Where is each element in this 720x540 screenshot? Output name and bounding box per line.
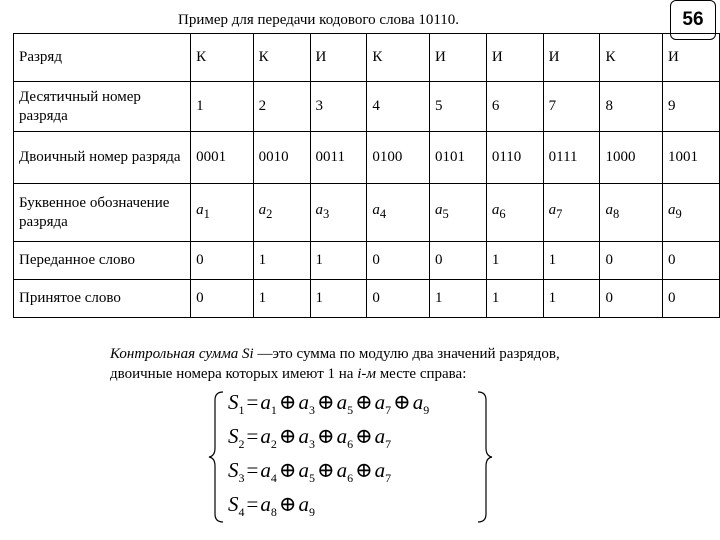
right-brace [478, 392, 492, 522]
slide-title: Пример для передачи кодового слова 10110. [178, 12, 460, 28]
table-cell: 1 [310, 280, 367, 318]
table-cell: К [191, 34, 254, 82]
table-cell: 0 [600, 280, 663, 318]
table-cell: 1001 [663, 132, 720, 184]
table-cell: 0 [191, 242, 254, 280]
checksum-index: 4 [238, 505, 245, 520]
table-cell: К [253, 34, 310, 82]
checksum-definition [110, 344, 690, 384]
table-cell: 1 [486, 280, 543, 318]
equation-system [208, 386, 498, 528]
table-row [14, 132, 720, 184]
digit-subscript: 6 [499, 207, 506, 221]
digit-subscript: 5 [347, 403, 354, 418]
table-row [14, 184, 720, 242]
digit-subscript: 9 [423, 403, 430, 418]
digit-term [336, 458, 354, 486]
checksum-term [228, 492, 245, 520]
digit-subscript: 1 [203, 207, 210, 221]
table-cell [600, 184, 663, 242]
equation-line [228, 458, 391, 490]
table-cell [253, 184, 310, 242]
digit-term [260, 492, 277, 520]
digit-subscript: 7 [556, 207, 563, 221]
row-label: Разряд [14, 34, 191, 82]
table-cell: 1 [253, 280, 310, 318]
digit-symbol: a [336, 458, 348, 482]
digit-symbol: a [196, 202, 204, 218]
digit-term [298, 458, 315, 486]
table-cell: 6 [486, 82, 543, 132]
table-cell: 9 [663, 82, 720, 132]
digit-symbol: a [374, 458, 386, 482]
table-cell: 1 [310, 242, 367, 280]
digit-symbol: a [668, 202, 676, 218]
checksum-symbol: S [228, 492, 239, 516]
checksum-symbol: S [228, 390, 239, 414]
digit-term [298, 424, 315, 452]
table-cell: К [367, 34, 430, 82]
digit-subscript: 6 [347, 471, 354, 486]
table-cell: 1000 [600, 132, 663, 184]
table-cell: 1 [429, 280, 486, 318]
table-cell: И [310, 34, 367, 82]
equals-sign: = [246, 424, 259, 448]
page-number-badge: 56 [670, 0, 716, 40]
row-label: Буквенное обозначение разряда [14, 184, 191, 242]
table-cell: И [663, 34, 720, 82]
checksum-term [228, 458, 245, 486]
left-brace [209, 392, 223, 522]
digit-subscript: 5 [442, 207, 449, 221]
table-cell: 1 [253, 242, 310, 280]
digit-subscript: 3 [308, 437, 315, 452]
xor-icon: ⊕ [355, 458, 373, 482]
digit-term [298, 390, 315, 418]
digit-term [412, 390, 430, 418]
xor-icon: ⊕ [355, 424, 373, 448]
table-cell: 0001 [191, 132, 254, 184]
table-cell: 8 [600, 82, 663, 132]
table-cell: 0101 [429, 132, 486, 184]
table-cell: 0110 [486, 132, 543, 184]
table-cell: 1 [543, 280, 600, 318]
digit-subscript: 7 [385, 471, 392, 486]
definition-position: i-м [357, 366, 376, 382]
checksum-symbol: S [228, 458, 239, 482]
digit-subscript: 3 [323, 207, 330, 221]
xor-icon: ⊕ [316, 424, 335, 448]
table-cell: 0 [367, 280, 430, 318]
xor-icon: ⊕ [278, 458, 297, 482]
table-cell: И [486, 34, 543, 82]
digit-subscript: 7 [385, 437, 392, 452]
table-cell [191, 184, 254, 242]
table-cell: 5 [429, 82, 486, 132]
digit-symbol: a [260, 492, 271, 516]
table-cell: 0011 [310, 132, 367, 184]
xor-icon: ⊕ [278, 424, 297, 448]
row-label: Принятое слово [14, 280, 191, 318]
equals-sign: = [246, 458, 259, 482]
digit-symbol: a [260, 424, 271, 448]
digit-subscript: 1 [270, 403, 277, 418]
table-cell: 1 [486, 242, 543, 280]
digit-symbol: a [548, 202, 557, 218]
digit-term [336, 390, 354, 418]
table-cell [367, 184, 430, 242]
digit-subscript: 4 [270, 471, 277, 486]
checksum-index: 3 [238, 471, 245, 486]
table-cell: 0 [429, 242, 486, 280]
digit-term [260, 458, 277, 486]
digit-symbol: a [491, 202, 500, 218]
table-cell: 0010 [253, 132, 310, 184]
checksum-index: 1 [238, 403, 245, 418]
table-cell [486, 184, 543, 242]
digit-symbol: a [374, 390, 386, 414]
table-cell [663, 184, 720, 242]
table-cell: И [543, 34, 600, 82]
equals-sign: = [246, 390, 259, 414]
digit-symbol: a [258, 202, 267, 218]
xor-icon: ⊕ [278, 492, 297, 516]
table-row [14, 82, 720, 132]
table-cell: 4 [367, 82, 430, 132]
table-cell: 0 [663, 242, 720, 280]
table-cell: 0 [367, 242, 430, 280]
table-cell: 1 [543, 242, 600, 280]
digit-term [260, 390, 277, 418]
table-row [14, 242, 720, 280]
digit-subscript: 9 [308, 505, 315, 520]
digit-symbol: a [605, 202, 613, 218]
table-row [14, 280, 720, 318]
equation-line [228, 492, 315, 524]
definition-text-line2b: месте справа: [375, 366, 467, 382]
digit-term [298, 492, 315, 520]
table-cell: 0 [600, 242, 663, 280]
definition-term: Контрольная сумма Si [110, 346, 258, 362]
table-cell: К [600, 34, 663, 82]
code-table [13, 33, 720, 318]
digit-symbol: a [374, 424, 386, 448]
checksum-index: 2 [238, 437, 245, 452]
table-cell: 0 [663, 280, 720, 318]
digit-term [374, 390, 392, 418]
digit-symbol: a [298, 492, 309, 516]
digit-subscript: 3 [308, 403, 315, 418]
xor-icon: ⊕ [278, 390, 297, 414]
xor-icon: ⊕ [316, 458, 335, 482]
digit-subscript: 4 [379, 207, 387, 221]
xor-icon: ⊕ [393, 390, 411, 414]
digit-symbol: a [298, 458, 309, 482]
digit-symbol: a [260, 390, 271, 414]
table-cell [310, 184, 367, 242]
digit-subscript: 6 [347, 437, 354, 452]
checksum-term [228, 424, 245, 452]
digit-symbol: a [298, 424, 309, 448]
digit-symbol: a [336, 424, 348, 448]
table-cell [543, 184, 600, 242]
checksum-symbol: S [228, 424, 239, 448]
table-cell: 0111 [543, 132, 600, 184]
digit-subscript: 9 [675, 207, 682, 221]
table-cell: 7 [543, 82, 600, 132]
digit-symbol: a [298, 390, 309, 414]
row-label: Переданное слово [14, 242, 191, 280]
digit-symbol: a [412, 390, 424, 414]
digit-subscript: 2 [266, 207, 273, 221]
definition-text-line2a: двоичные номера которых имеют 1 на [110, 366, 358, 382]
digit-term [336, 424, 354, 452]
row-label: Двоичный номер разряда [14, 132, 191, 184]
table-cell: 2 [253, 82, 310, 132]
equation-line [228, 424, 391, 456]
digit-term [260, 424, 277, 452]
digit-symbol: a [336, 390, 348, 414]
digit-subscript: 7 [385, 403, 392, 418]
digit-symbol: a [315, 202, 324, 218]
digit-symbol: a [260, 458, 271, 482]
table-cell [429, 184, 486, 242]
digit-symbol: a [434, 202, 443, 218]
table-cell: 0 [191, 280, 254, 318]
table-cell: 3 [310, 82, 367, 132]
table-row [14, 34, 720, 82]
equals-sign: = [246, 492, 259, 516]
digit-subscript: 8 [612, 207, 620, 221]
equation-line [228, 390, 429, 422]
table-cell: 1 [191, 82, 254, 132]
xor-icon: ⊕ [316, 390, 335, 414]
table-cell: И [429, 34, 486, 82]
digit-subscript: 2 [270, 437, 277, 452]
xor-icon: ⊕ [355, 390, 373, 414]
table-cell: 0100 [367, 132, 430, 184]
digit-symbol: a [372, 202, 380, 218]
checksum-term [228, 390, 245, 418]
digit-subscript: 5 [308, 471, 315, 486]
definition-text-line1: —это сумма по модулю два значений разрядов, [257, 346, 560, 362]
digit-term [374, 424, 392, 452]
digit-term [374, 458, 392, 486]
row-label: Десятичный номер разряда [14, 82, 191, 132]
digit-subscript: 8 [270, 505, 277, 520]
